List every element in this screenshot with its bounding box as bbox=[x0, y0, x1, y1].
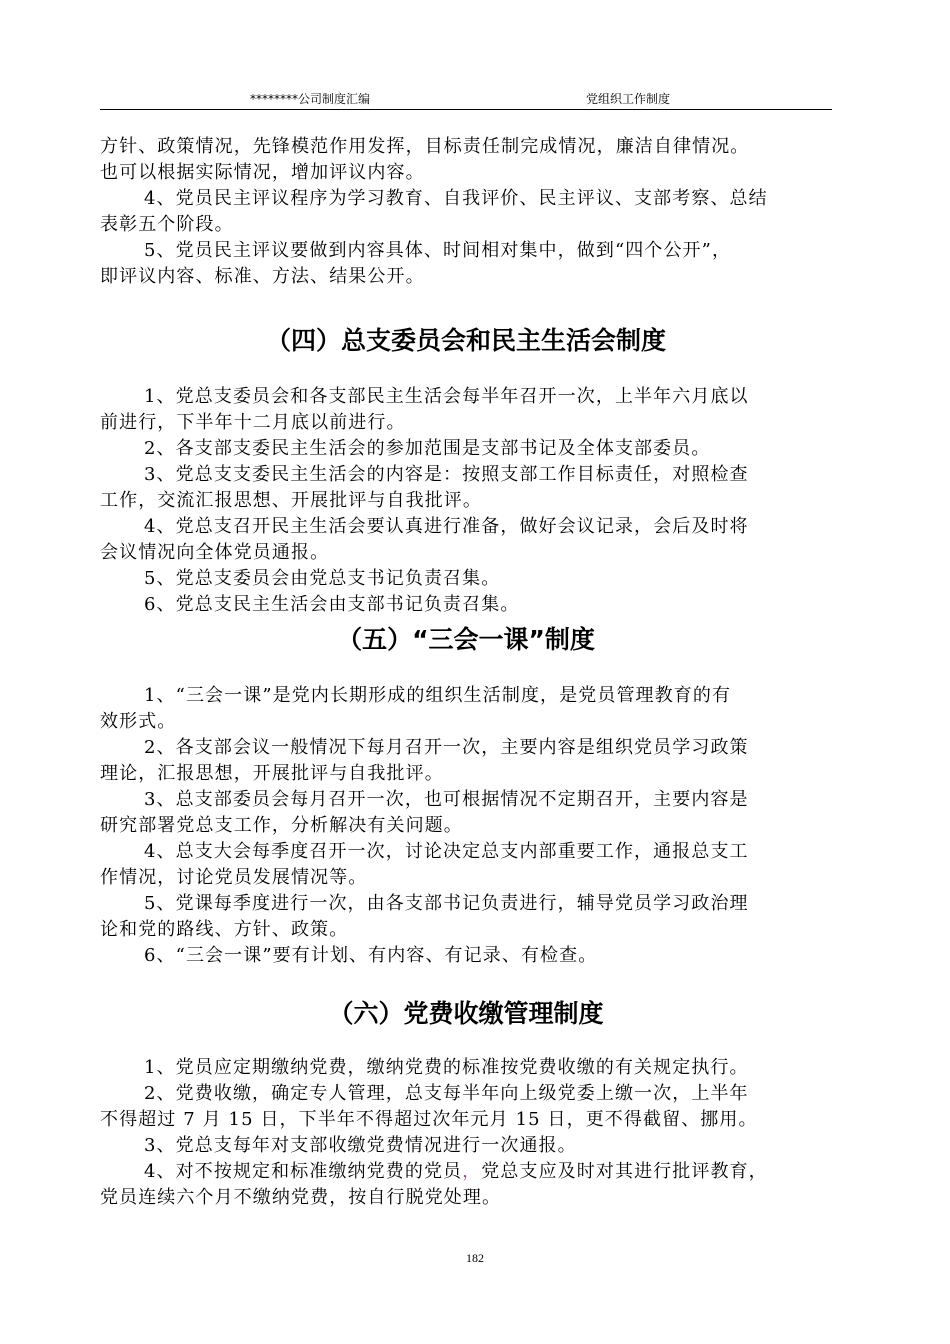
text-segment: 4、对不按规定和标准缴纳党费的党员 bbox=[144, 1161, 463, 1182]
section-5-paragraphs bbox=[100, 683, 832, 969]
text-line bbox=[100, 1159, 832, 1185]
section-6-paragraphs bbox=[100, 1055, 832, 1211]
section-heading-6: （六）党费收缴管理制度 bbox=[328, 999, 604, 1028]
text-line: 2、各支部支委民主生活会的参加范围是支部书记及全体支部委员。 bbox=[144, 438, 711, 459]
header-rule bbox=[100, 109, 832, 110]
text-line: 3、党总支每年对支部收缴党费情况进行一次通报。 bbox=[144, 1135, 577, 1156]
text-line: 方针、政策情况，先锋模范作用发挥，目标责任制完成情况，廉洁自律情况。 bbox=[100, 136, 750, 157]
text-line: 4、党员民主评议程序为学习教育、自我评价、民主评议、支部考察、总结 bbox=[144, 188, 768, 209]
highlighted-comma: ， bbox=[462, 1161, 482, 1182]
section-heading-4: （四）总支委员会和民主生活会制度 bbox=[265, 326, 666, 355]
intro-paragraphs bbox=[100, 134, 832, 290]
page-header bbox=[100, 90, 832, 108]
text-line: 5、党员民主评议要做到内容具体、时间相对集中，做到“四个公开”， bbox=[144, 240, 732, 261]
text-line: 3、党总支支委民主生活会的内容是：按照支部工作目标责任，对照检查 bbox=[144, 464, 749, 485]
page-number: 182 bbox=[466, 1251, 484, 1265]
header-right-title: 党组织工作制度 bbox=[586, 92, 671, 106]
text-line: 1、“三会一课”是党内长期形成的组织生活制度，是党员管理教育的有 bbox=[144, 685, 732, 706]
header-left-title: ********公司制度汇编 bbox=[250, 92, 371, 106]
section-4-paragraphs bbox=[100, 384, 832, 618]
text-line: 研究部署党总支工作，分析解决有关问题。 bbox=[100, 815, 463, 836]
text-line: 工作，交流汇报思想、开展批评与自我批评。 bbox=[100, 490, 482, 511]
text-line: 6、“三会一课”要有计划、有内容、有记录、有检查。 bbox=[144, 945, 598, 966]
text-line: 论和党的路线、方针、政策。 bbox=[100, 919, 349, 940]
text-line: 5、党总支委员会由党总支书记负责召集。 bbox=[144, 568, 501, 589]
text-line: 2、党费收缴，确定专人管理，总支每半年向上级党委上缴一次，上半年 bbox=[144, 1083, 749, 1104]
text-line: 效形式。 bbox=[100, 711, 177, 732]
text-line: 前进行，下半年十二月底以前进行。 bbox=[100, 412, 406, 433]
text-line: 6、党总支民主生活会由支部书记负责召集。 bbox=[144, 594, 520, 615]
text-line: 理论，汇报思想，开展批评与自我批评。 bbox=[100, 763, 444, 784]
text-line: 党员连续六个月不缴纳党费，按自行脱党处理。 bbox=[100, 1187, 502, 1208]
text-line: 2、各支部会议一般情况下每月召开一次，主要内容是组织党员学习政策 bbox=[144, 737, 749, 758]
text-line: 3、总支部委员会每月召开一次，也可根据情况不定期召开，主要内容是 bbox=[144, 789, 749, 810]
text-line: 即评议内容、标准、方法、结果公开。 bbox=[100, 266, 425, 287]
text-line: 会议情况向全体党员通报。 bbox=[100, 542, 330, 563]
text-line: 1、党员应定期缴纳党费，缴纳党费的标准按党费收缴的有关规定执行。 bbox=[144, 1057, 749, 1078]
text-line: 1、党总支委员会和各支部民主生活会每半年召开一次，上半年六月底以 bbox=[144, 386, 749, 407]
text-line: 不得超过 7 月 15 日，下半年不得超过次年元月 15 日，更不得截留、挪用。 bbox=[100, 1109, 758, 1130]
text-line: 表彰五个阶段。 bbox=[100, 214, 234, 235]
text-line: 也可以根据实际情况，增加评议内容。 bbox=[100, 162, 425, 183]
text-segment: 党总支应及时对其进行批评教育， bbox=[481, 1161, 768, 1182]
text-line: 4、党总支召开民主生活会要认真进行准备，做好会议记录，会后及时将 bbox=[144, 516, 749, 537]
text-line: 4、总支大会每季度召开一次，讨论决定总支内部重要工作，通报总支工 bbox=[144, 841, 749, 862]
section-heading-5: （五）“三会一课”制度 bbox=[337, 625, 595, 654]
text-line: 作情况，讨论党员发展情况等。 bbox=[100, 867, 368, 888]
text-line: 5、党课每季度进行一次，由各支部书记负责进行，辅导党员学习政治理 bbox=[144, 893, 749, 914]
